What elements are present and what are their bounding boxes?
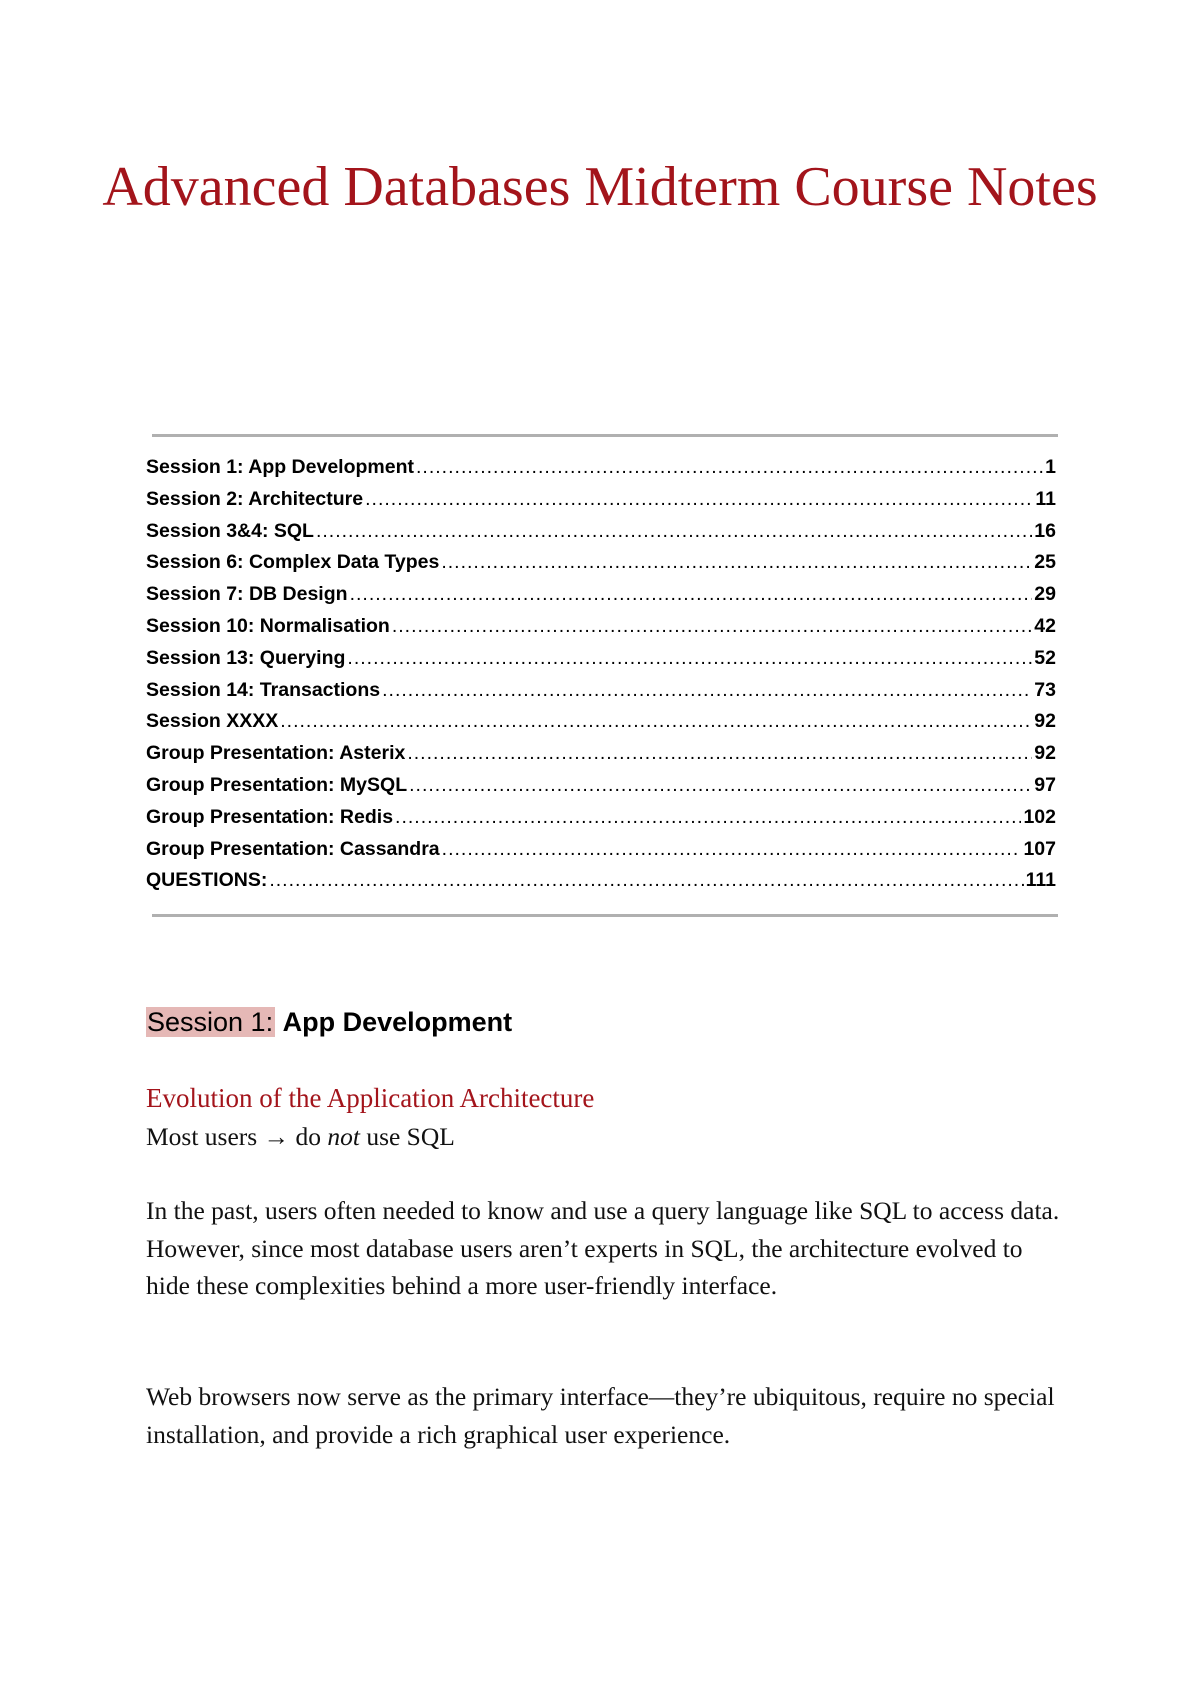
toc-entry-page-number: 102 [1023,805,1056,828]
toc-entry-page-number: 73 [1034,678,1056,701]
toc-entry-page-number: 29 [1034,583,1056,606]
session-heading [146,1004,512,1040]
toc-dot-leader [442,838,1022,861]
toc-entry-page-number: 1 [1045,456,1056,478]
toc-entry[interactable] [146,838,1056,870]
summary-line-emphasis: not [327,1122,360,1151]
toc-dot-leader [280,710,1032,733]
toc-entry-page-number: 111 [1025,869,1056,892]
toc-dot-leader [409,774,1032,797]
session-title: App Development [282,1007,513,1037]
toc-dot-leader [365,488,1033,511]
toc-entry-label: Session XXXX [146,710,279,733]
toc-entry[interactable] [146,710,1056,742]
toc-entry-label: Session 13: Querying [146,646,346,669]
toc-dot-leader [416,456,1043,479]
toc-entry-label: Session 1: App Development [146,456,415,478]
toc-entry-label: Session 3&4: SQL [146,519,314,542]
toc-dot-leader [347,647,1032,670]
toc-entry[interactable] [146,869,1056,901]
toc-entry[interactable] [146,551,1056,583]
toc-dot-leader [382,679,1032,702]
toc-dot-leader [316,520,1032,543]
paragraph-2: Web browsers now serve as the primary interface—they’re ubiquitous, require no special installation, and provide a rich graphical user experience. [146,1382,1055,1449]
toc-dot-leader [350,583,1033,606]
summary-line [146,1118,1066,1156]
toc-entry-page-number: 11 [1035,487,1056,510]
toc-entry[interactable] [146,488,1056,520]
toc-entry-page-number: 42 [1034,614,1056,637]
toc-entry-label: Session 6: Complex Data Types [146,551,440,574]
toc-entry-page-number: 107 [1023,837,1056,860]
toc-entry-label: Group Presentation: Asterix [146,742,406,765]
summary-line-start: Most users → do [146,1122,328,1151]
toc-entry-label: Session 2: Architecture [146,487,364,510]
toc-dot-leader [392,615,1032,638]
toc-entry[interactable] [146,774,1056,806]
toc-top-divider [152,434,1058,437]
toc-entry[interactable] [146,615,1056,647]
toc-dot-leader [269,869,1023,892]
toc-entry-page-number: 92 [1034,710,1056,733]
toc-bottom-divider [152,914,1058,917]
toc-entry-page-number: 16 [1034,519,1056,542]
toc-dot-leader [441,551,1032,574]
toc-dot-leader [407,742,1032,765]
toc-entry-label: Group Presentation: MySQL [146,773,408,796]
toc-entry[interactable] [146,647,1056,679]
toc-entry[interactable] [146,742,1056,774]
summary-line-end: use SQL [359,1122,455,1151]
session-prefix-highlight: Session 1: [147,1007,274,1037]
toc-entry-page-number: 92 [1034,742,1056,765]
toc-dot-leader [395,806,1021,829]
paragraph-1: In the past, users often needed to know and use a query language like SQL to access data. However, since most database users aren’t experts in SQL, the architecture evolved to hide these complexities behind a more user-friendly interface. [146,1196,1060,1300]
toc-entry-label: QUESTIONS: [146,869,268,892]
toc-entry-page-number: 25 [1034,551,1056,574]
toc-entry-label: Session 14: Transactions [146,678,381,701]
document-title: Advanced Databases Midterm Course Notes [102,156,1098,218]
toc-entry-label: Group Presentation: Redis [146,805,394,828]
section-heading: Evolution of the Application Architecture [146,1083,595,1113]
table-of-contents [146,456,1056,901]
toc-entry[interactable] [146,520,1056,552]
toc-entry-page-number: 97 [1034,773,1056,796]
toc-entry[interactable] [146,456,1056,488]
toc-entry[interactable] [146,679,1056,711]
toc-entry-label: Session 7: DB Design [146,583,348,606]
toc-entry-label: Group Presentation: Cassandra [146,837,440,860]
toc-entry-page-number: 52 [1034,646,1056,669]
toc-entry[interactable] [146,806,1056,838]
toc-entry-label: Session 10: Normalisation [146,614,390,637]
toc-entry[interactable] [146,583,1056,615]
